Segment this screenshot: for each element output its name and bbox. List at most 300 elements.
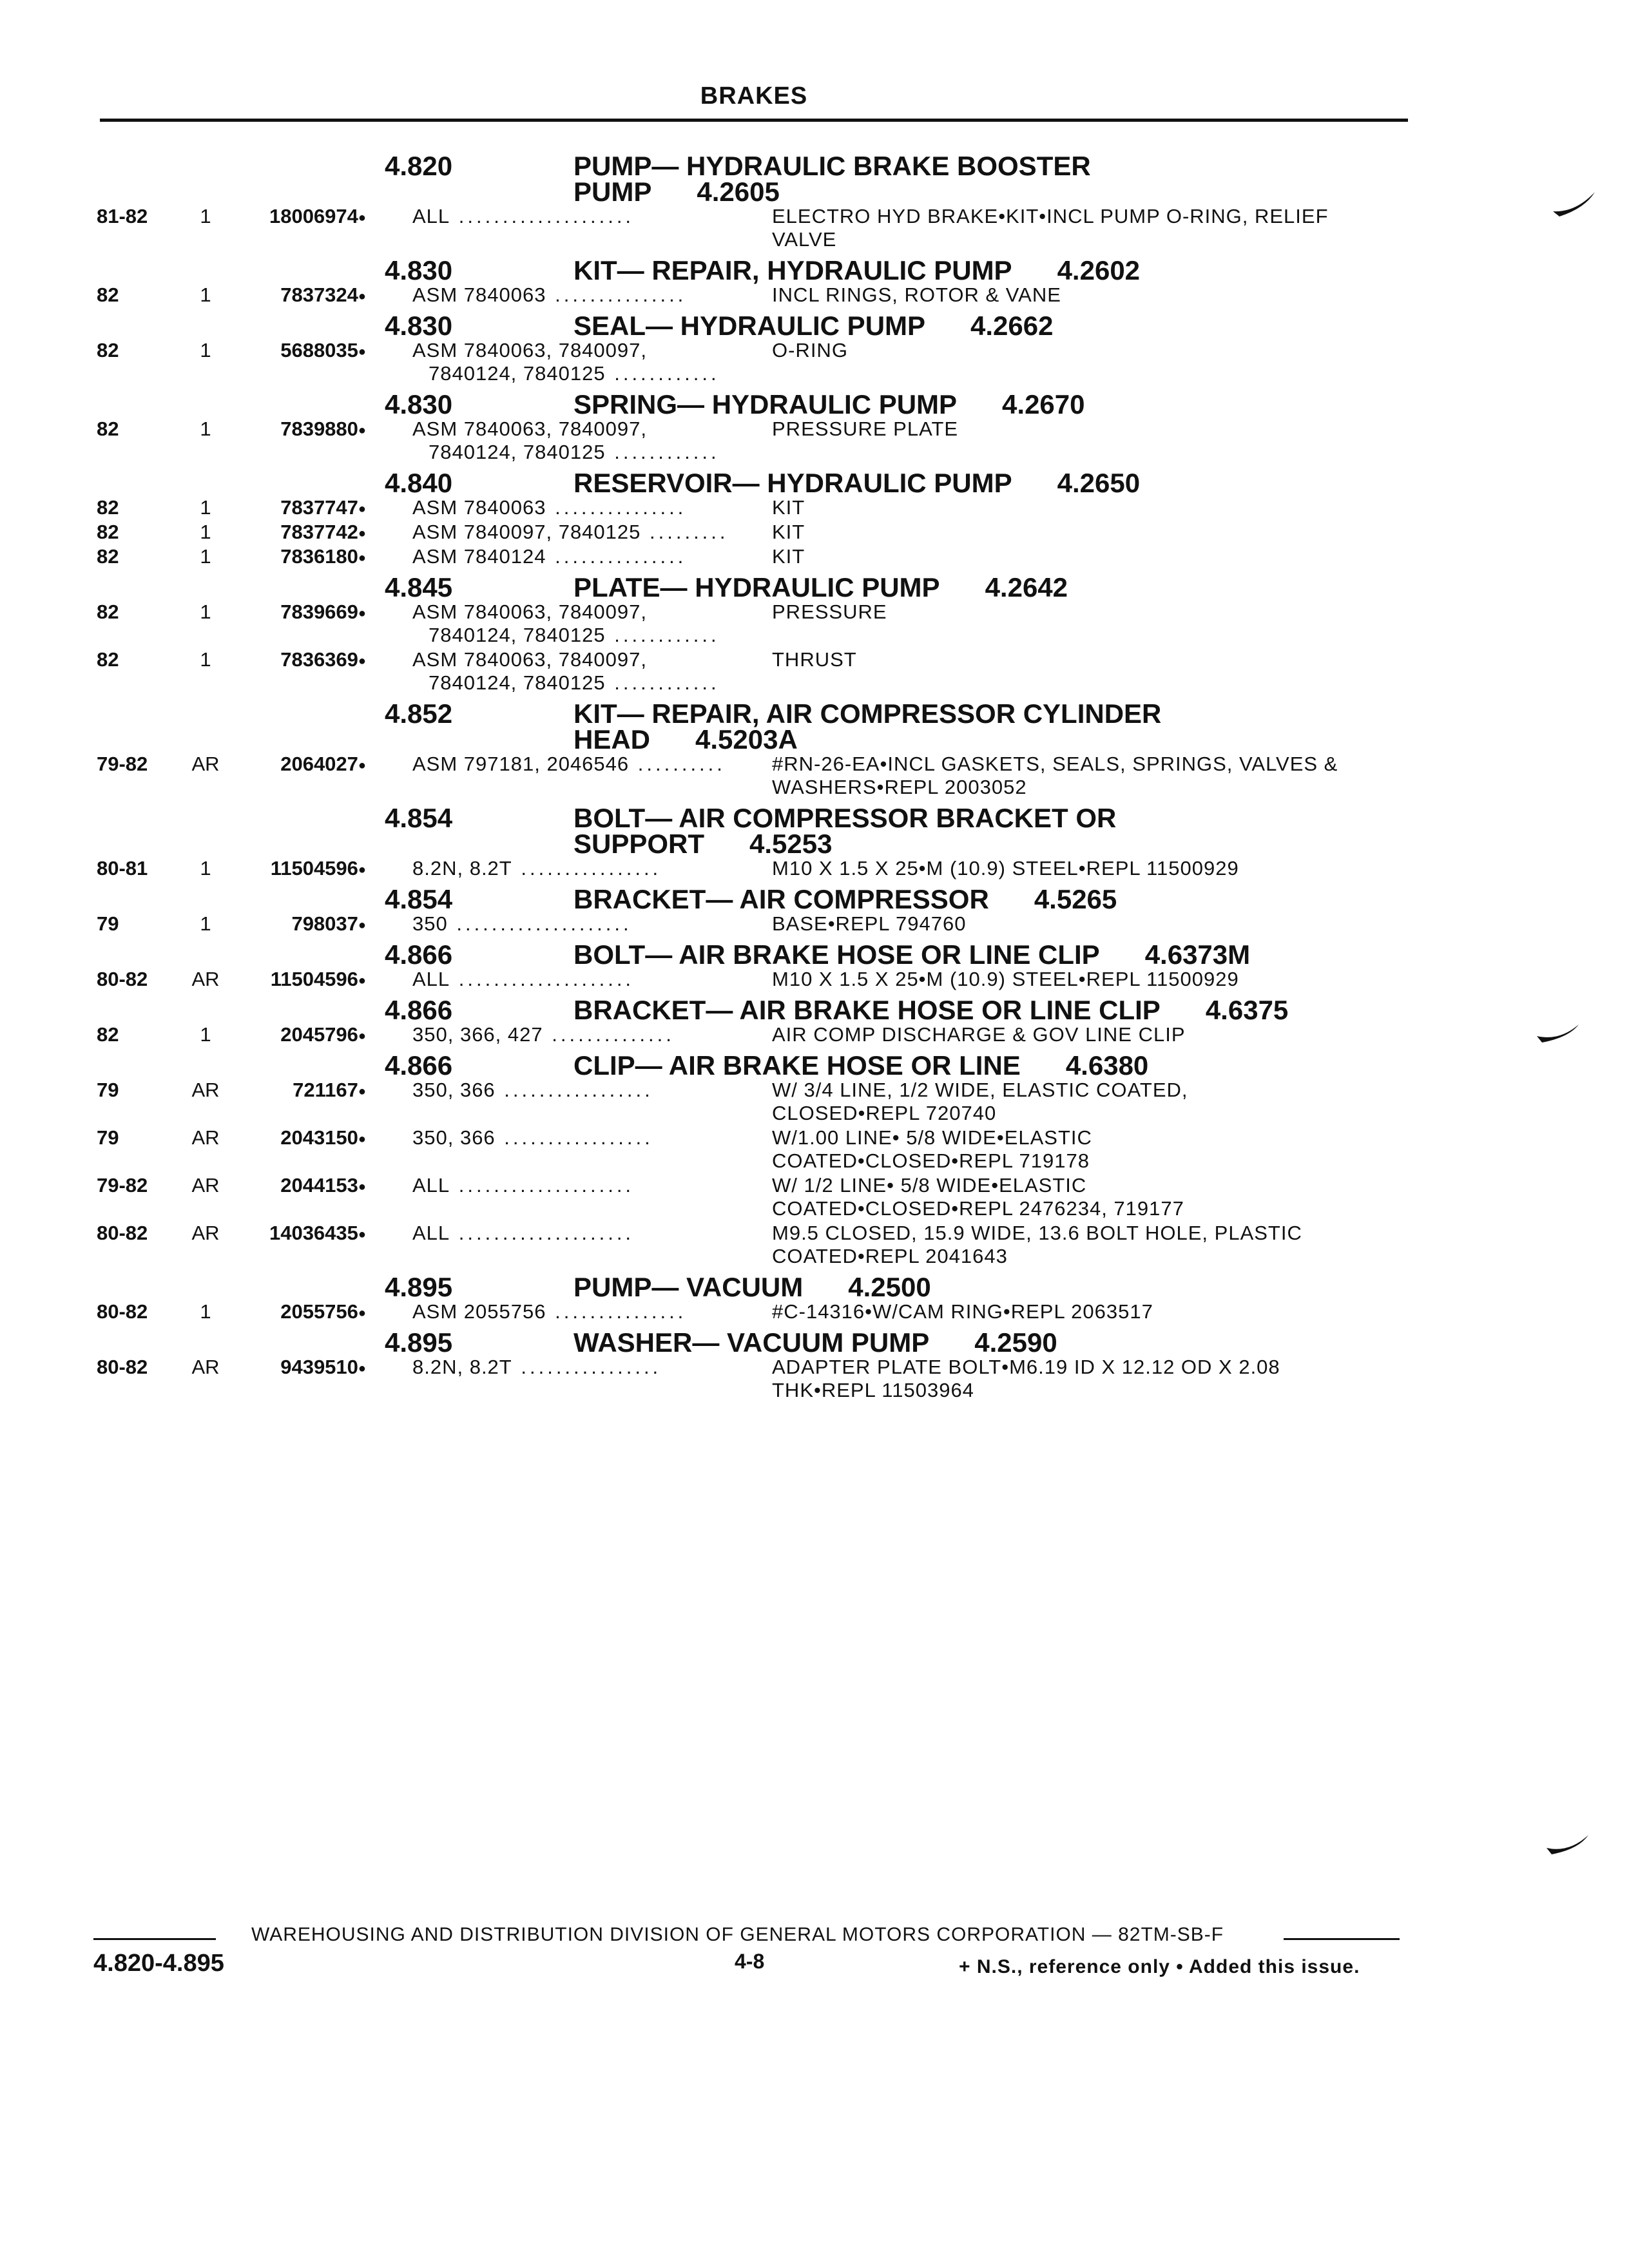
model-year: 79-82	[97, 1174, 148, 1196]
part-number	[219, 1300, 366, 1325]
part-number	[219, 284, 366, 308]
added-this-issue-bullet: ●	[358, 973, 366, 988]
group-title-line: WASHER— VACUUM PUMP 4.2590	[574, 1327, 1057, 1358]
application-line: ASM 7840063, 7840097,	[412, 648, 647, 671]
part-row	[0, 753, 1629, 800]
model-year: 79-82	[97, 753, 148, 775]
group-title-line: KIT— REPAIR, AIR COMPRESSOR CYLINDER	[574, 698, 1162, 729]
model-year: 79	[97, 912, 119, 935]
binder-mark-2	[1530, 1010, 1588, 1055]
part-row	[0, 1126, 1629, 1174]
quantity: AR	[191, 753, 220, 775]
footer-legend: + N.S., reference only • Added this issue.	[959, 1956, 1360, 1977]
part-number-text: 9439510	[280, 1356, 358, 1378]
group-title-line: PUMP— HYDRAULIC BRAKE BOOSTER	[574, 151, 1091, 181]
group-reference-code: 4.6380	[1065, 1050, 1149, 1081]
description-line: #C-14316•W/CAM RING•REPL 2063517	[772, 1300, 1153, 1323]
added-this-issue-bullet: ●	[358, 758, 366, 773]
part-number	[219, 1356, 366, 1380]
group-title-line: SPRING— HYDRAULIC PUMP 4.2670	[574, 389, 1085, 419]
application-line: ALL ....................	[412, 1174, 635, 1196]
quantity: 1	[200, 521, 211, 543]
added-this-issue-bullet: ●	[358, 344, 366, 359]
part-number	[219, 601, 366, 625]
application-line: ALL ....................	[412, 1222, 635, 1244]
description-line: W/1.00 LINE• 5/8 WIDE•ELASTIC	[772, 1126, 1092, 1149]
group-title-line: SEAL— HYDRAULIC PUMP 4.2662	[574, 311, 1054, 341]
part-number	[219, 521, 366, 545]
model-year: 82	[97, 1023, 119, 1046]
application	[412, 1023, 773, 1046]
model-year: 81-82	[97, 205, 148, 227]
part-number-text: 7839669	[280, 601, 358, 623]
description	[772, 521, 1487, 544]
dot-leader: ............	[605, 671, 720, 694]
dot-leader: ..............	[543, 1023, 675, 1046]
application-line: ASM 7840063, 7840097,	[412, 418, 647, 440]
quantity: 1	[200, 284, 211, 306]
quantity: 1	[200, 545, 211, 568]
application-line: 7840124, 7840125 ............	[429, 441, 720, 463]
group-title	[574, 572, 1476, 602]
group-reference-code: 4.5253	[749, 829, 833, 859]
part-number	[219, 1023, 366, 1048]
description-line: AIR COMP DISCHARGE & GOV LINE CLIP	[772, 1023, 1186, 1046]
parts-list	[0, 148, 1629, 1403]
added-this-issue-bullet: ●	[358, 501, 366, 516]
group-title-line: PUMP— VACUUM 4.2500	[574, 1272, 931, 1302]
added-this-issue-bullet: ●	[358, 423, 366, 437]
quantity: AR	[191, 1222, 220, 1244]
application	[412, 968, 773, 991]
dot-leader: ..........	[629, 753, 726, 775]
dot-leader: ....................	[450, 968, 635, 990]
part-row	[0, 1300, 1629, 1325]
description	[772, 1222, 1487, 1268]
application	[412, 601, 773, 647]
group-section-number: 4.845	[385, 572, 453, 602]
application	[412, 496, 773, 519]
description-line: M10 X 1.5 X 25•M (10.9) STEEL•REPL 11500929	[772, 857, 1239, 879]
group-title-line: BOLT— AIR BRAKE HOSE OR LINE CLIP 4.6373M	[574, 939, 1251, 970]
model-year: 80-82	[97, 1300, 148, 1323]
added-this-issue-bullet: ●	[358, 1028, 366, 1043]
group-section-number: 4.830	[385, 311, 453, 341]
quantity: 1	[200, 857, 211, 879]
description-line: BASE•REPL 794760	[772, 912, 967, 935]
part-number	[219, 1222, 366, 1246]
group-section-number: 4.895	[385, 1272, 453, 1302]
quantity: 1	[200, 496, 211, 519]
application-line: ASM 7840063 ...............	[412, 284, 687, 306]
group-title-line: BRACKET— AIR COMPRESSOR 4.5265	[574, 884, 1117, 914]
group-title-line: PLATE— HYDRAULIC PUMP 4.2642	[574, 572, 1068, 602]
description-line: O-RING	[772, 339, 848, 361]
part-row	[0, 339, 1629, 387]
application-line: 350 ....................	[412, 912, 632, 935]
group-reference-code: 4.2605	[697, 177, 780, 207]
group-title-line: RESERVOIR— HYDRAULIC PUMP 4.2650	[574, 468, 1141, 498]
application-line: 7840124, 7840125 ............	[429, 671, 720, 694]
group-title	[574, 389, 1476, 419]
group-reference-code: 4.2602	[1057, 255, 1141, 285]
group-reference-code: 4.2590	[974, 1327, 1057, 1358]
part-row	[0, 521, 1629, 545]
part-number-text: 11504596	[270, 968, 358, 990]
quantity: 1	[200, 648, 211, 671]
application-line: 8.2N, 8.2T ................	[412, 1356, 662, 1378]
part-number	[219, 1126, 366, 1151]
group-reference-code: 4.2500	[848, 1272, 931, 1302]
part-row	[0, 1356, 1629, 1403]
group-section-number: 4.895	[385, 1327, 453, 1358]
group-reference-code: 4.2670	[1002, 389, 1085, 419]
model-year: 80-82	[97, 1356, 148, 1378]
application-line: 350, 366 .................	[412, 1079, 653, 1101]
part-row	[0, 418, 1629, 465]
group-heading	[0, 1050, 1629, 1081]
group-heading	[0, 939, 1629, 970]
application	[412, 418, 773, 464]
added-this-issue-bullet: ●	[358, 1227, 366, 1242]
dot-leader: ................	[512, 1356, 662, 1378]
part-number	[219, 753, 366, 777]
footer-section-range: 4.820-4.895	[93, 1950, 224, 1977]
quantity: AR	[191, 1356, 220, 1378]
part-row	[0, 1079, 1629, 1126]
group-heading	[0, 884, 1629, 914]
group-heading	[0, 997, 1629, 1023]
description-line: COATED•CLOSED•REPL 719178	[772, 1149, 1090, 1172]
application-line: 8.2N, 8.2T ................	[412, 857, 662, 879]
part-number	[219, 496, 366, 521]
part-number	[219, 648, 366, 673]
description	[772, 545, 1487, 568]
description-line: COATED•REPL 2041643	[772, 1245, 1008, 1267]
part-row	[0, 968, 1629, 992]
part-number-text: 7839880	[280, 418, 358, 440]
header-rule	[100, 119, 1408, 122]
part-number-text: 7837747	[280, 496, 358, 519]
quantity: AR	[191, 1174, 220, 1196]
description	[772, 284, 1487, 307]
added-this-issue-bullet: ●	[358, 918, 366, 932]
group-heading	[0, 313, 1629, 339]
group-reference-code: 4.6375	[1205, 995, 1289, 1025]
application-line: 350, 366, 427 ..............	[412, 1023, 675, 1046]
quantity: 1	[200, 205, 211, 227]
description	[772, 1079, 1487, 1125]
dot-leader: ................	[512, 857, 662, 879]
part-number	[219, 857, 366, 881]
description-line: KIT	[772, 521, 805, 543]
group-title-line: BRACKET— AIR BRAKE HOSE OR LINE CLIP 4.6375	[574, 995, 1289, 1025]
group-section-number: 4.830	[385, 389, 453, 419]
application-line: ASM 7840063, 7840097,	[412, 339, 647, 361]
application	[412, 205, 773, 228]
group-section-number: 4.830	[385, 255, 453, 285]
added-this-issue-bullet: ●	[358, 1361, 366, 1376]
group-reference-code: 4.2650	[1057, 468, 1141, 498]
part-row	[0, 912, 1629, 937]
group-heading	[0, 572, 1629, 602]
dot-leader: .................	[495, 1126, 653, 1149]
dot-leader: ....................	[450, 1222, 635, 1244]
description-line: THRUST	[772, 648, 857, 671]
group-title	[574, 884, 1476, 914]
group-title	[574, 698, 1476, 754]
group-title	[574, 997, 1476, 1023]
description-line: W/ 3/4 LINE, 1/2 WIDE, ELASTIC COATED,	[772, 1079, 1188, 1101]
part-row	[0, 857, 1629, 881]
application-line: ASM 2055756 ...............	[412, 1300, 687, 1323]
part-row	[0, 1023, 1629, 1048]
binder-mark-1	[1547, 179, 1605, 224]
application	[412, 1356, 773, 1379]
description	[772, 1174, 1487, 1220]
application-line: ASM 7840063 ...............	[412, 496, 687, 519]
quantity: 1	[200, 339, 211, 361]
part-number-text: 798037	[291, 912, 358, 935]
dot-leader: ....................	[450, 1174, 635, 1196]
application-line: ASM 7840124 ...............	[412, 545, 687, 568]
group-title	[574, 1327, 1476, 1358]
group-heading	[0, 153, 1629, 205]
part-number-text: 2043150	[280, 1126, 358, 1149]
dot-leader: .........	[641, 521, 729, 543]
group-reference-code: 4.5265	[1034, 884, 1117, 914]
part-number	[219, 545, 366, 570]
added-this-issue-bullet: ●	[358, 550, 366, 565]
group-section-number: 4.854	[385, 884, 453, 914]
description-line: ELECTRO HYD BRAKE•KIT•INCL PUMP O-RING, RELIEF	[772, 205, 1329, 227]
model-year: 82	[97, 648, 119, 671]
group-heading	[0, 389, 1629, 419]
group-title-line: BOLT— AIR COMPRESSOR BRACKET OR	[574, 803, 1117, 833]
footer-rule-left	[93, 1938, 216, 1940]
description-line: INCL RINGS, ROTOR & VANE	[772, 284, 1061, 306]
model-year: 80-82	[97, 1222, 148, 1244]
description-line: W/ 1/2 LINE• 5/8 WIDE•ELASTIC	[772, 1174, 1087, 1196]
description	[772, 857, 1487, 880]
description-line: WASHERS•REPL 2003052	[772, 776, 1027, 798]
part-number-text: 7837324	[280, 284, 358, 306]
application-line: ASM 7840063, 7840097,	[412, 601, 647, 623]
part-number	[219, 339, 366, 363]
model-year: 79	[97, 1079, 119, 1101]
application	[412, 753, 773, 776]
part-number-text: 18006974	[269, 205, 358, 227]
part-number-text: 14036435	[269, 1222, 358, 1244]
added-this-issue-bullet: ●	[358, 1084, 366, 1099]
quantity: 1	[200, 1300, 211, 1323]
application	[412, 545, 773, 568]
footer-rule-right	[1284, 1938, 1400, 1940]
group-title-line: CLIP— AIR BRAKE HOSE OR LINE 4.6380	[574, 1050, 1149, 1081]
application-line: 7840124, 7840125 ............	[429, 624, 720, 646]
model-year: 82	[97, 418, 119, 440]
part-row	[0, 601, 1629, 648]
group-title-line: PUMP 4.2605	[574, 177, 780, 207]
application	[412, 1300, 773, 1323]
page-header: BRAKES	[700, 82, 808, 110]
footer-publisher: WAREHOUSING AND DISTRIBUTION DIVISION OF GENERAL MOTORS CORPORATION — 82TM-SB-F	[251, 1924, 1224, 1945]
group-title	[574, 470, 1476, 496]
added-this-issue-bullet: ●	[358, 1131, 366, 1146]
description	[772, 205, 1487, 251]
application	[412, 648, 773, 695]
part-number-text: 5688035	[280, 339, 358, 361]
group-section-number: 4.866	[385, 1050, 453, 1081]
group-title	[574, 313, 1476, 339]
description	[772, 418, 1487, 441]
application	[412, 857, 773, 880]
application-line: ASM 7840097, 7840125 .........	[412, 521, 729, 543]
part-number-text: 11504596	[270, 857, 358, 879]
added-this-issue-bullet: ●	[358, 653, 366, 668]
model-year: 82	[97, 601, 119, 623]
description-line: M10 X 1.5 X 25•M (10.9) STEEL•REPL 11500929	[772, 968, 1239, 990]
model-year: 82	[97, 284, 119, 306]
dot-leader: ............	[605, 441, 720, 463]
description	[772, 1023, 1487, 1046]
group-title	[574, 1274, 1476, 1300]
group-section-number: 4.840	[385, 468, 453, 498]
part-row	[0, 545, 1629, 570]
footer-page-number: 4-8	[735, 1950, 765, 1973]
part-number	[219, 205, 366, 229]
group-reference-code: 4.2662	[970, 311, 1054, 341]
application	[412, 284, 773, 307]
group-title	[574, 255, 1476, 285]
part-number-text: 7836369	[280, 648, 358, 671]
group-section-number: 4.852	[385, 698, 453, 729]
application	[412, 1079, 773, 1102]
quantity: 1	[200, 601, 211, 623]
added-this-issue-bullet: ●	[358, 289, 366, 303]
part-row	[0, 1174, 1629, 1222]
group-title	[574, 939, 1476, 970]
group-title	[574, 805, 1476, 857]
description-line: M9.5 CLOSED, 15.9 WIDE, 13.6 BOLT HOLE, PLASTIC	[772, 1222, 1302, 1244]
group-section-number: 4.866	[385, 939, 453, 970]
description-line: VALVE	[772, 228, 837, 251]
application	[412, 912, 773, 936]
dot-leader: ...............	[546, 1300, 687, 1323]
group-title	[574, 153, 1476, 205]
application-line: 7840124, 7840125 ............	[429, 362, 720, 385]
group-section-number: 4.866	[385, 995, 453, 1025]
application	[412, 521, 773, 544]
dot-leader: ...............	[546, 545, 687, 568]
application	[412, 1222, 773, 1245]
application-line: ALL ....................	[412, 205, 635, 227]
group-heading	[0, 698, 1629, 754]
quantity: AR	[191, 968, 220, 990]
part-number-text: 2064027	[280, 753, 358, 775]
quantity: 1	[200, 912, 211, 935]
description	[772, 1356, 1487, 1402]
group-reference-code: 4.5203A	[695, 724, 798, 754]
group-title-line: HEAD 4.5203A	[574, 724, 798, 754]
part-row	[0, 284, 1629, 308]
added-this-issue-bullet: ●	[358, 1179, 366, 1194]
description	[772, 912, 1487, 936]
model-year: 82	[97, 545, 119, 568]
model-year: 82	[97, 521, 119, 543]
description-line: #RN-26-EA•INCL GASKETS, SEALS, SPRINGS, VALVES &	[772, 753, 1338, 775]
part-number-text: 2055756	[280, 1300, 358, 1323]
description-line: CLOSED•REPL 720740	[772, 1102, 997, 1124]
description-line: PRESSURE PLATE	[772, 418, 959, 440]
added-this-issue-bullet: ●	[358, 862, 366, 877]
dot-leader: ...............	[546, 496, 687, 519]
description	[772, 601, 1487, 624]
group-reference-code: 4.2642	[985, 572, 1068, 602]
description	[772, 1126, 1487, 1173]
part-number-text: 7836180	[280, 545, 358, 568]
quantity: 1	[200, 1023, 211, 1046]
part-number	[219, 1079, 366, 1103]
description	[772, 1300, 1487, 1323]
dot-leader: ...............	[546, 284, 687, 306]
part-number	[219, 912, 366, 937]
part-number	[219, 418, 366, 442]
part-number	[219, 968, 366, 992]
application-line: 350, 366 .................	[412, 1126, 653, 1149]
group-title-line: SUPPORT 4.5253	[574, 829, 833, 859]
added-this-issue-bullet: ●	[358, 526, 366, 541]
description-line: PRESSURE	[772, 601, 887, 623]
part-row	[0, 648, 1629, 696]
model-year: 82	[97, 496, 119, 519]
group-heading	[0, 255, 1629, 285]
part-row	[0, 496, 1629, 521]
part-number-text: 2044153	[280, 1174, 358, 1196]
part-number-text: 2045796	[280, 1023, 358, 1046]
part-number-text: 721167	[293, 1079, 358, 1101]
model-year: 82	[97, 339, 119, 361]
dot-leader: ............	[605, 624, 720, 646]
description-line: THK•REPL 11503964	[772, 1379, 974, 1401]
description	[772, 496, 1487, 519]
model-year: 79	[97, 1126, 119, 1149]
group-heading	[0, 470, 1629, 496]
group-reference-code: 4.6373M	[1144, 939, 1251, 970]
description	[772, 968, 1487, 991]
description-line: KIT	[772, 496, 805, 519]
dot-leader: .................	[495, 1079, 653, 1101]
group-title-line: KIT— REPAIR, HYDRAULIC PUMP 4.2602	[574, 255, 1141, 285]
description-line: COATED•CLOSED•REPL 2476234, 719177	[772, 1197, 1184, 1220]
quantity: AR	[191, 1126, 220, 1149]
part-number-text: 7837742	[280, 521, 358, 543]
part-number	[219, 1174, 366, 1198]
quantity: AR	[191, 1079, 220, 1101]
application-line: ASM 797181, 2046546 ..........	[412, 753, 726, 775]
description-line: KIT	[772, 545, 805, 568]
added-this-issue-bullet: ●	[358, 606, 366, 620]
quantity: 1	[200, 418, 211, 440]
group-heading	[0, 805, 1629, 857]
group-title	[574, 1050, 1476, 1081]
group-section-number: 4.854	[385, 803, 453, 833]
application	[412, 1126, 773, 1149]
description	[772, 648, 1487, 671]
added-this-issue-bullet: ●	[358, 1305, 366, 1320]
dot-leader: ....................	[450, 205, 635, 227]
description	[772, 753, 1487, 799]
